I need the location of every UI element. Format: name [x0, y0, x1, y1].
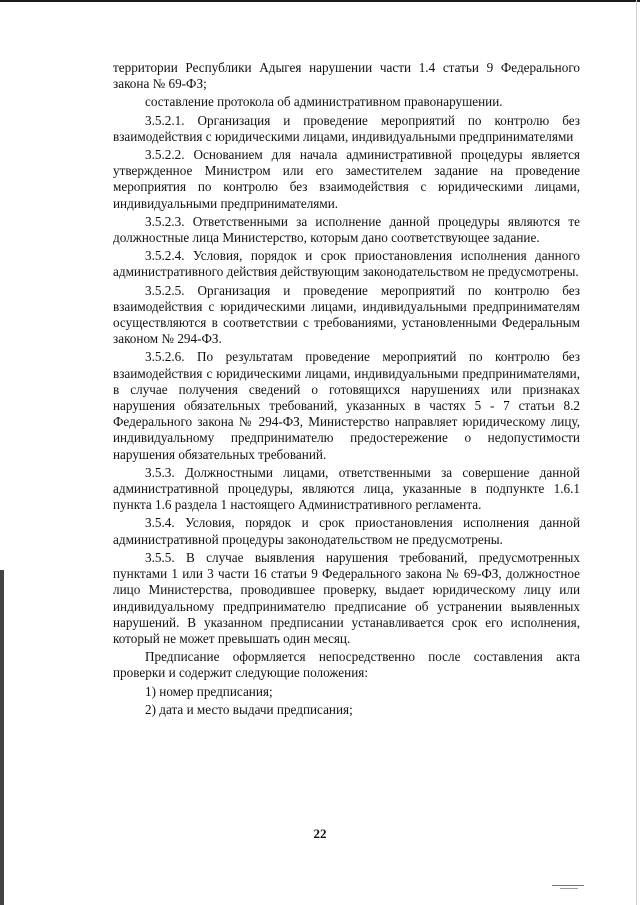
list-item: 1) номер предписания;	[145, 683, 273, 699]
scan-edge-top	[0, 0, 640, 2]
page-number: 22	[313, 826, 327, 841]
paragraph: 3.5.2.5. Организация и проведение мероприятий по контролю без взаимодействия с юридическими лицами, индивидуальными предпринимателям осуществляются в соответствии с требованиями, установленными Федеральным законом № 294-ФЗ.	[113, 282, 580, 347]
paragraph: 3.5.2.6. По результатам проведение мероприятий по контролю без взаимодействия с юридическими лицами, индивидуальными предпринимателями, в случае получения сведений о готовящихся нарушениях или признаках нарушения обязательных требований, указанных в частях 5 - 7 статьи 8.2 Федерального закона № 294-ФЗ, Министерство направляет юридическому лицу, индивидуальному предпринимателю предостережение о недопустимости нарушения обязательных требований.	[113, 349, 580, 462]
paragraph: 3.5.2.1. Организация и проведение мероприятий по контролю без взаимодействия с юридическими лицами, индивидуальными предпринимателями	[113, 112, 580, 144]
paragraph: 3.5.2.2. Основанием для начала административной процедуры является утвержденное Министром или его заместителем задание на проведение мероприятия по контролю без взаимодействия с юридическими лицами, индивидуальными предпринимателями.	[113, 147, 580, 211]
paragraph: составление протокола об административном правонарушении.	[145, 94, 503, 110]
paragraph: Предписание оформляется непосредственно после составления акта проверки и содержит следующие положения:	[113, 649, 580, 681]
scan-mark	[552, 885, 584, 886]
document-body	[113, 60, 580, 720]
paragraph: 3.5.2.4. Условия, порядок и срок приостановления исполнения данного административного действия действующим законодательством не предусмотрены.	[113, 248, 580, 280]
paragraph: 3.5.5. В случае выявления нарушения требований, предусмотренных пунктами 1 или 3 части 16 статьи 9 Федерального закона № 69-ФЗ, должностное лицо Министерства, проводившее проверку, выдает юридическому лицу или индивидуальному предпринимателю предписание об устранении выявленных нарушений. В указанном предписании устанавливается срок его исполнения, который не может превышать один месяц.	[113, 549, 580, 646]
scan-edge-right	[636, 0, 637, 905]
paragraph: территории Республики Адыгея нарушении части 1.4 статьи 9 Федерального закона № 69-ФЗ;	[113, 60, 580, 92]
list-item: 2) дата и место выдачи предписания;	[145, 701, 353, 717]
paragraph: 3.5.3. Должностными лицами, ответственными за совершение данной административной процедуры, являются лица, указанные в подпункте 1.6.1 пункта 1.6 раздела 1 настоящего Административного регламента.	[113, 464, 580, 513]
paragraph: 3.5.2.3. Ответственными за исполнение данной процедуры являются те должностные лица Министерство, которым дано соответствующее задание.	[113, 213, 580, 246]
paragraph: 3.5.4. Условия, порядок и срок приостановления исполнения данной административной процедуры законодательством не предусмотрены.	[113, 515, 580, 547]
scan-mark	[560, 888, 578, 889]
scan-edge-left	[0, 570, 4, 905]
